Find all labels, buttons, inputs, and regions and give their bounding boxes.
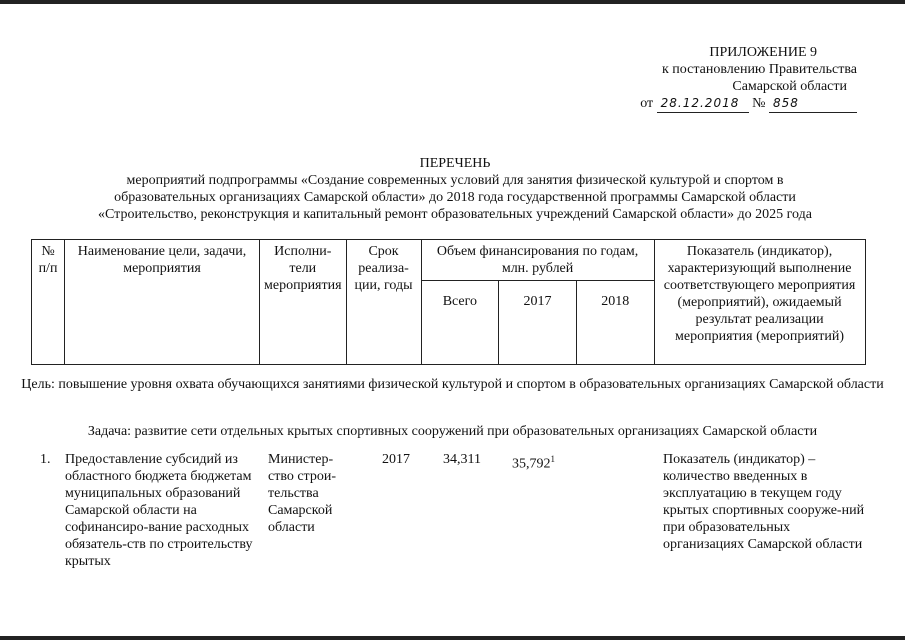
header-funding: Объем финансирования по годам, млн. рублей [421, 240, 654, 281]
row-number: 1. [40, 452, 51, 467]
header-indicator: Показатель (индикатор), характеризующий выполнение соответствующего мероприятия (мероприятий), ожидаемый результат реализации мероприятия (мероприятий) [654, 240, 865, 365]
row-executors: Министер-ство строи-тельства Самарской области [268, 452, 337, 535]
header-2017: 2017 [499, 281, 577, 365]
header-executors: Исполни-тели мероприятия [260, 240, 347, 365]
row-name: Предоставление субсидий из областного бюджета бюджетам муниципальных образований Самарской области на софинансиро-вание расходных обязатель-ств по строительству крытых [65, 452, 253, 569]
row-2017 [512, 451, 555, 473]
number-prefix: № [752, 96, 766, 111]
row-indicator: Показатель (индикатор) – количество введенных в эксплуатацию в текущем году крытых спортивных сооруже-ний при образовательных организациях Самарской области [663, 452, 865, 552]
scan-edge-bottom [0, 636, 905, 640]
header-num: № п/п [32, 240, 65, 365]
appendix-line1: к постановлению Правительства [661, 62, 857, 77]
footnote-mark: 1 [550, 454, 555, 464]
measures-table-header [31, 239, 866, 365]
appendix-block [597, 44, 857, 113]
handwritten-number: 858 [769, 95, 857, 113]
row-2017-value: 35,792 [512, 456, 551, 472]
handwritten-date: 28.12.2018 [657, 95, 749, 113]
heading-title: ПЕРЕЧЕНЬ [419, 156, 491, 171]
heading-line3: «Строительство, реконструкция и капитальный ремонт образовательных учреждений Самарской области» до 2025 года [98, 207, 812, 222]
header-total: Всего [421, 281, 499, 365]
task-text: Задача: развитие сети отдельных крытых спортивных сооружений при образовательных организациях Самарской области [87, 424, 818, 439]
row-term: 2017 [382, 452, 410, 467]
appendix-sign-line [597, 95, 857, 113]
date-prefix: от [640, 96, 654, 111]
scan-edge-top [0, 0, 905, 4]
document-heading [40, 155, 870, 223]
header-2018: 2018 [576, 281, 654, 365]
heading-line2: образовательных организациях Самарской области» до 2018 года государственной программы Самарской области [114, 190, 796, 205]
header-name: Наименование цели, задачи, мероприятия [65, 240, 260, 365]
appendix-line2: Самарской области [732, 79, 847, 94]
heading-line1: мероприятий подпрограммы «Создание современных условий для занятия физической культурой и спортом в [126, 173, 784, 188]
appendix-title: ПРИЛОЖЕНИЕ 9 [709, 45, 817, 60]
goal-text: Цель: повышение уровня охвата обучающихся занятиями физической культурой и спортом в образовательных организациях Самарской области [21, 377, 884, 392]
row-total: 34,311 [443, 452, 481, 467]
header-term: Срок реализа-ции, годы [346, 240, 421, 365]
